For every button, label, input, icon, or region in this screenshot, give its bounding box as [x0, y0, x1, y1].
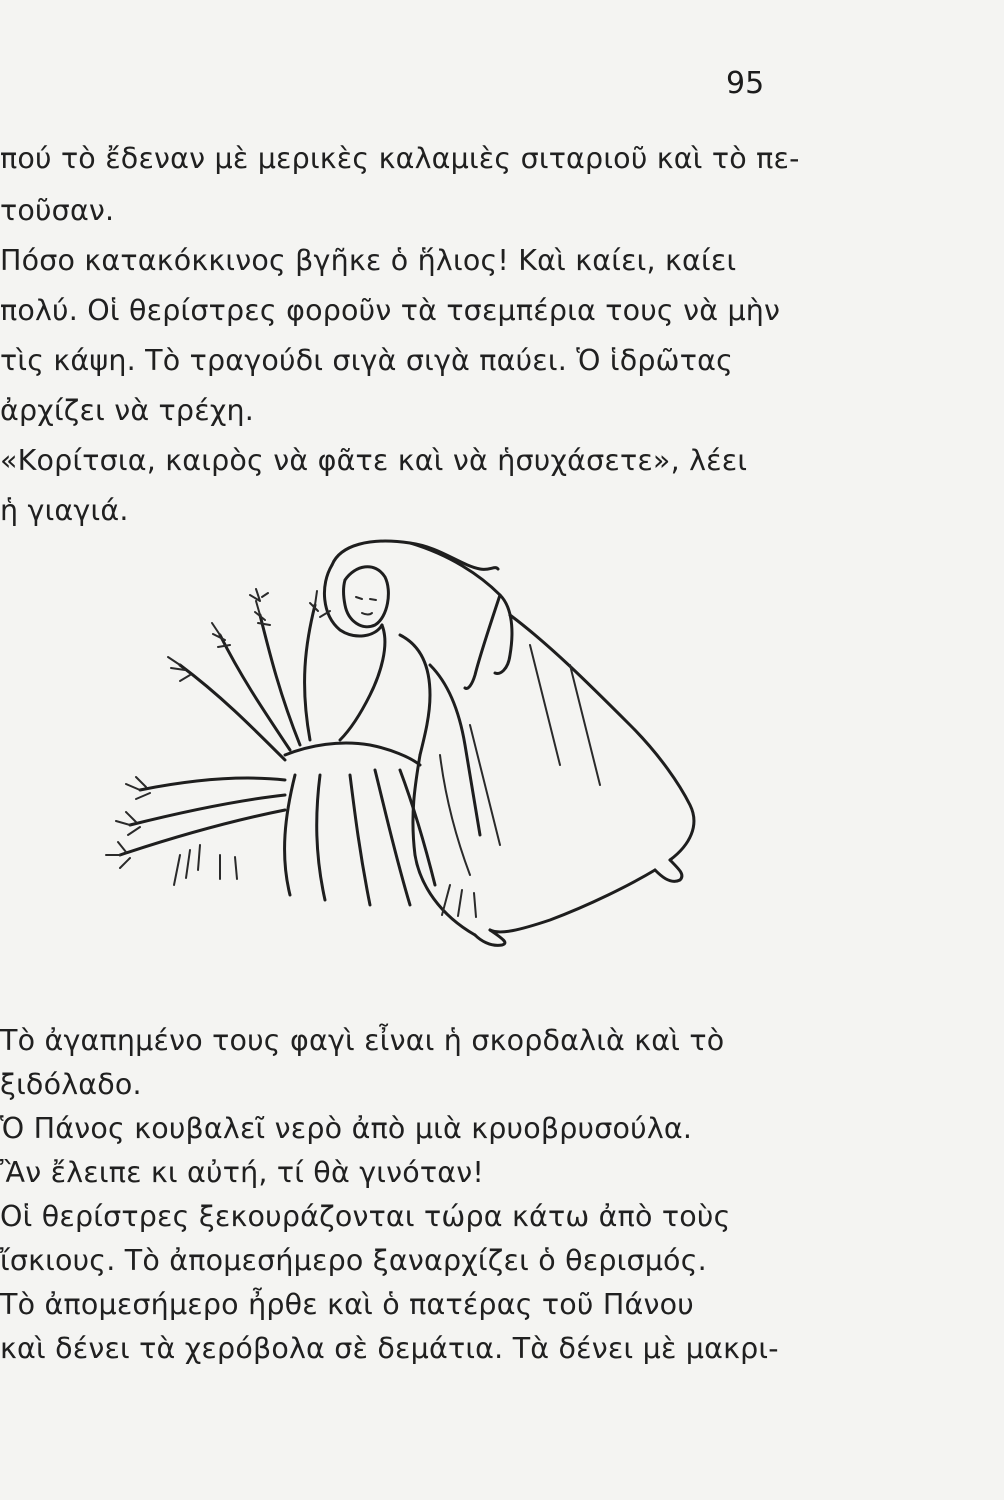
- text-line: πολύ. Οἱ θερίστρες φοροῦν τὰ τσεμπέρια τους νὰ μὴν: [0, 294, 781, 327]
- text-line: τοῦσαν.: [0, 194, 115, 227]
- text-line: πού τὸ ἔδεναν μὲ μερικὲς καλαμιὲς σιταριοῦ καὶ τὸ πε-: [0, 142, 800, 175]
- text-line: Τὸ ἀγαπημένο τους φαγὶ εἶναι ἡ σκορδαλιὰ καὶ τὸ: [0, 1024, 725, 1057]
- girl-with-wheat-sheaf-drawing-icon: [70, 525, 750, 985]
- text-line: ἀρχίζει νὰ τρέχη.: [0, 394, 254, 427]
- text-line: Τὸ ἀπομεσήμερο ἦρθε καὶ ὁ πατέρας τοῦ Πάνου: [0, 1288, 694, 1321]
- text-line: Οἱ θερίστρες ξεκουράζονται τώρα κάτω ἀπὸ τοὺς: [0, 1200, 731, 1233]
- text-line: Ἂν ἔλειπε κι αὐτή, τί θὰ γινόταν!: [0, 1156, 484, 1189]
- page-number: 95: [726, 66, 765, 101]
- text-line: ἡ γιαγιά.: [0, 494, 129, 527]
- text-line: ἴσκιους. Τὸ ἀπομεσήμερο ξαναρχίζει ὁ θερισμός.: [0, 1244, 707, 1277]
- text-line: καὶ δένει τὰ χερόβολα σὲ δεμάτια. Τὰ δένει μὲ μακρι-: [0, 1332, 779, 1365]
- text-line: Πόσο κατακόκκινος βγῆκε ὁ ἥλιος! Καὶ καίει, καίει: [0, 244, 737, 277]
- text-line: Ὁ Πάνος κουβαλεῖ νερὸ ἀπὸ μιὰ κρυοβρυσούλα.: [0, 1112, 693, 1145]
- text-line: τὶς κάψη. Τὸ τραγούδι σιγὰ σιγὰ παύει. Ὁ ἱδρῶτας: [0, 344, 734, 377]
- text-line: ξιδόλαδο.: [0, 1068, 142, 1101]
- text-line: «Κορίτσια, καιρὸς νὰ φᾶτε καὶ νὰ ἡσυχάσετε», λέει: [0, 444, 748, 477]
